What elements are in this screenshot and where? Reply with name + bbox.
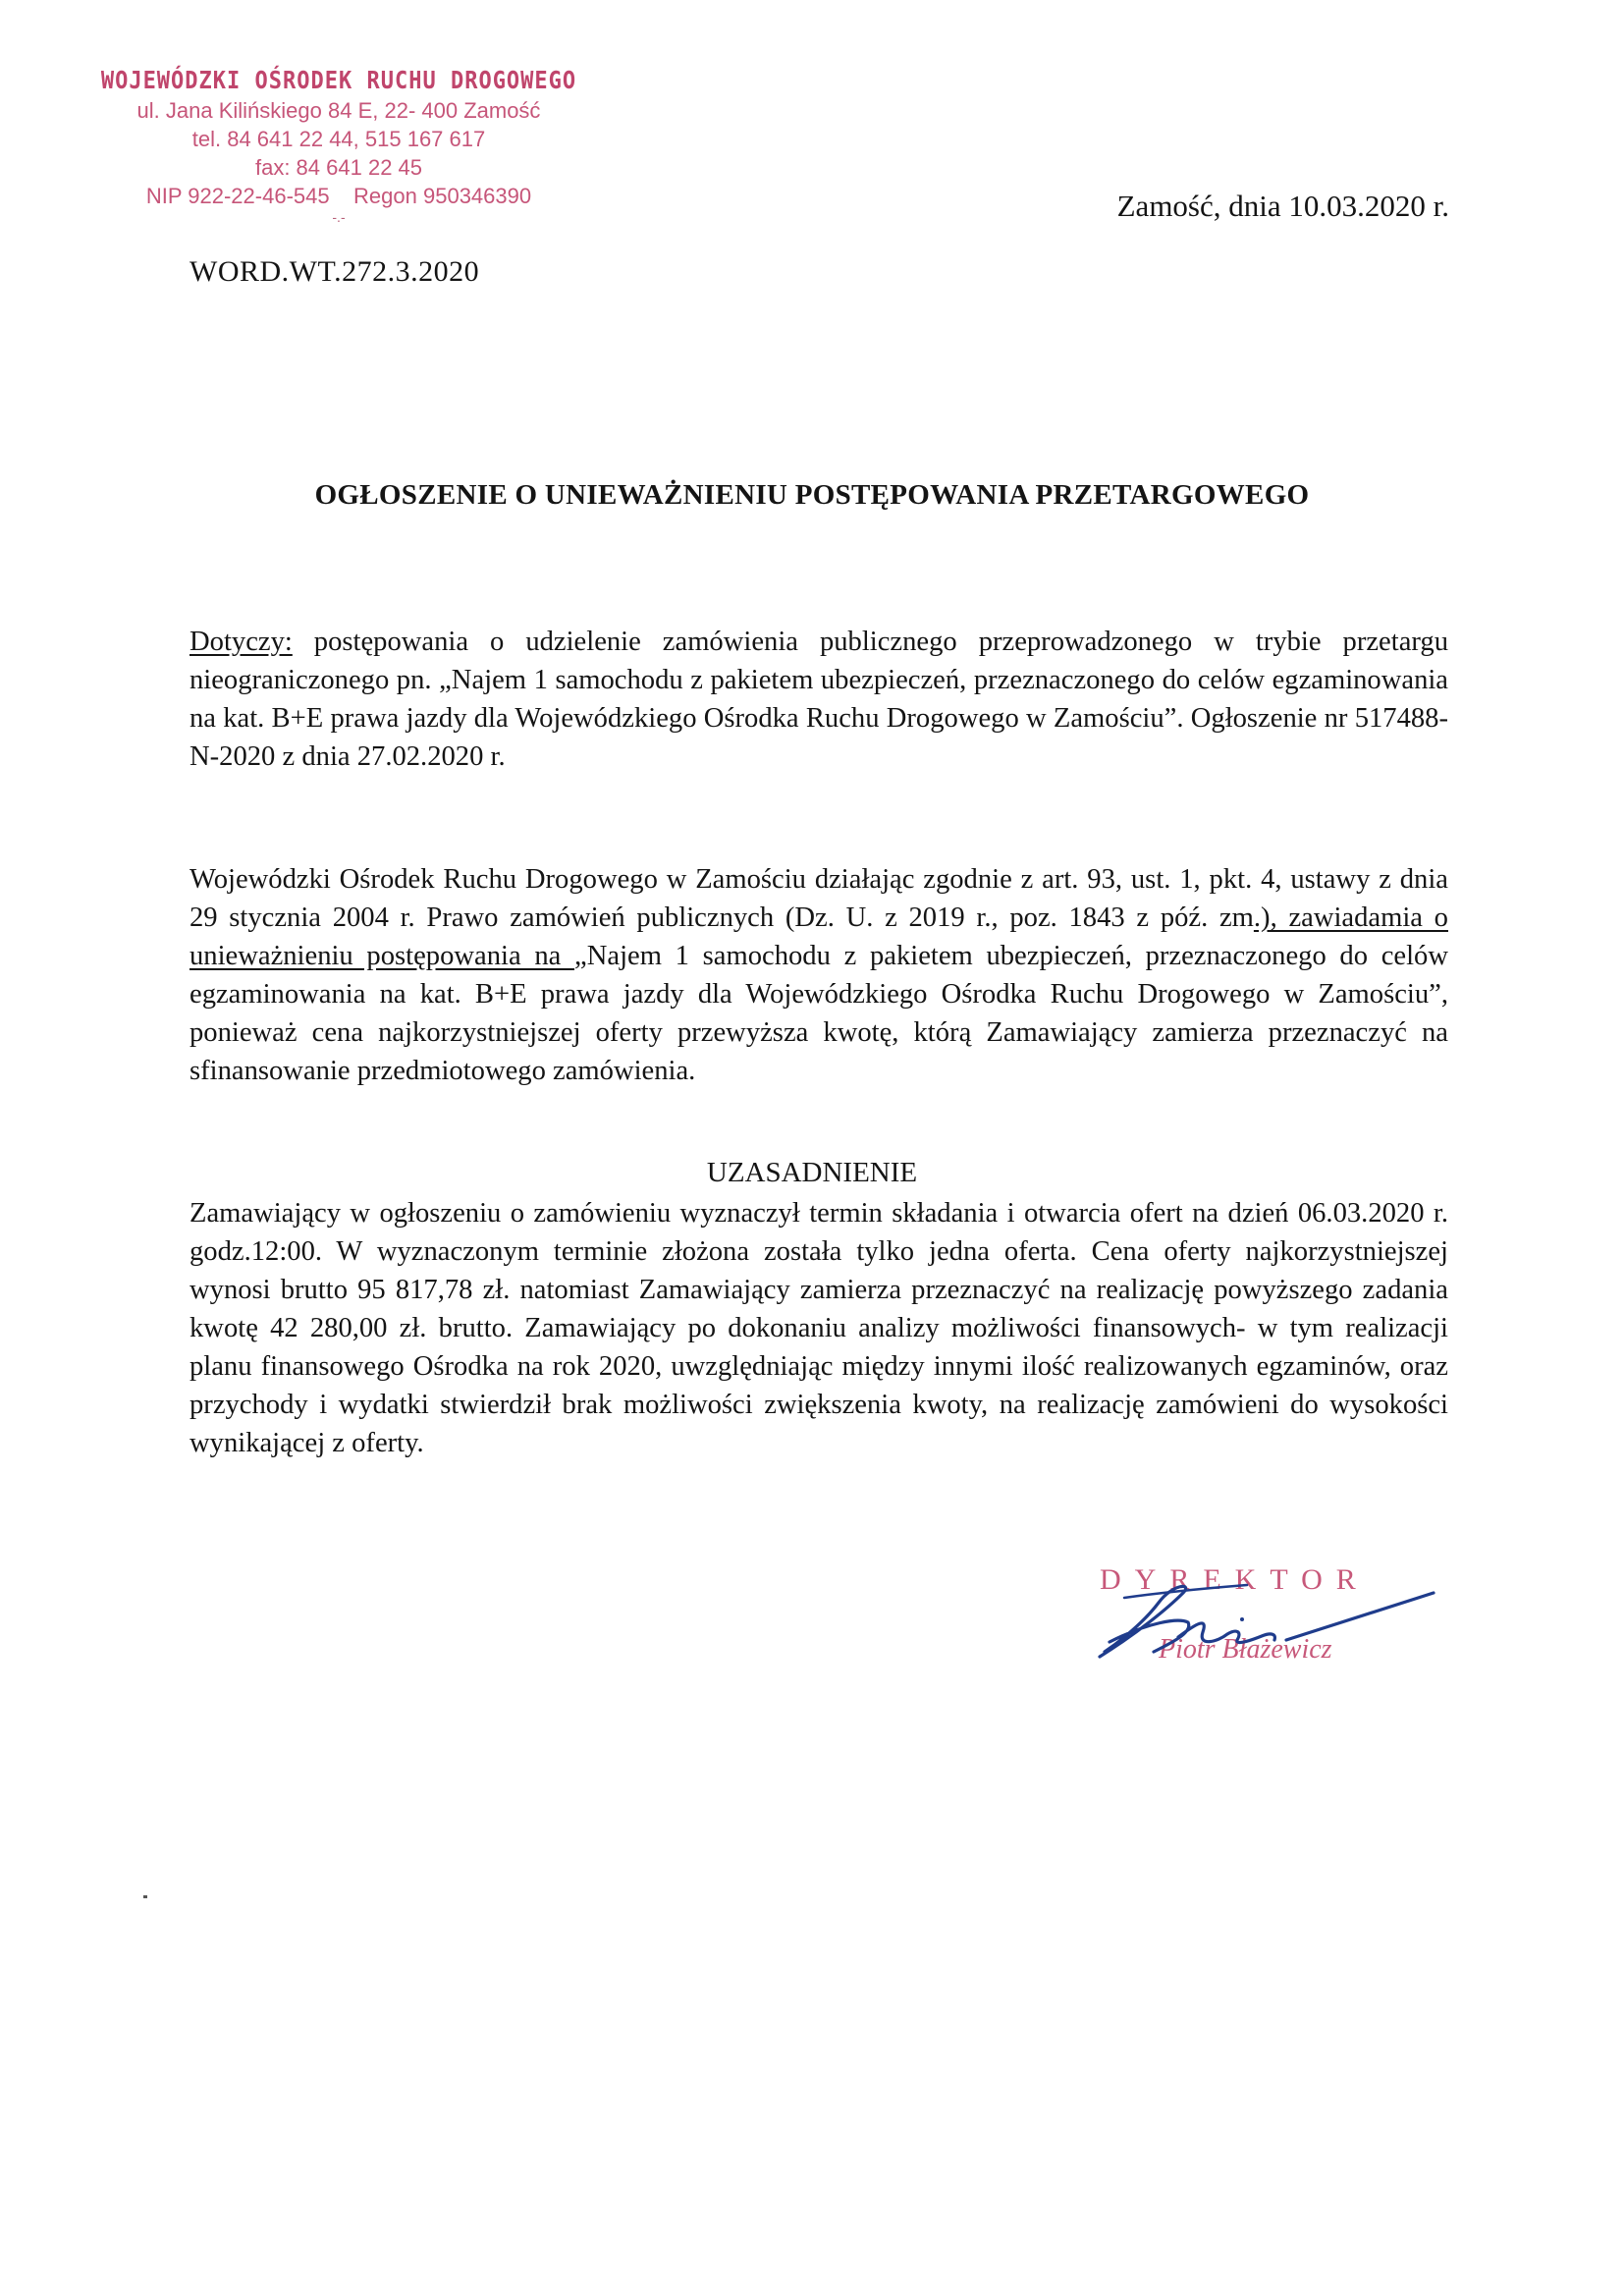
place-and-date: Zamość, dnia 10.03.2020 r.: [1116, 189, 1449, 223]
decision-text-1: Wojewódzki Ośrodek Ruchu Drogowego w Zamościu działając zgodnie z art. 93, ust. 1, pkt. 4, ustawy z dnia 29 stycznia 2004 r. Prawo zamówień publicznych (Dz. U. z 2019 r., poz. 1843 z póź. zm: [189, 864, 1448, 933]
decision-underlined-text: .), zawiadamia o unieważnieniu postępowania na: [189, 902, 1448, 971]
director-signature-block: [1080, 1563, 1453, 1691]
decision-paragraph: [189, 860, 1448, 1090]
justification-paragraph: Zamawiający w ogłoszeniu o zamówieniu wyznaczył termin składania i otwarcia ofert na dzień 06.03.2020 r. godz.12:00. W wyznaczonym terminie złożona została tylko jedna oferta. Cena oferty najkorzystniejszej wynosi brutto 95 817,78 zł. natomiast Zamawiający zamierza przeznaczyć na realizację powyższego zadania kwotę 42 280,00 zł. brutto. Zamawiający po dokonaniu analizy możliwości finansowych- w tym realizacji planu finansowego Ośrodka na rok 2020, uwzględniając między innymi ilość realizowanych egzaminów, oraz przychody i wydatki stwierdził brak możliwości zwiększenia kwoty, na realizację zamówieni do wysokości wynikającej z oferty.: [189, 1198, 1448, 1458]
subject-label: Dotyczy:: [189, 627, 293, 657]
scan-speck: [143, 1895, 147, 1898]
stamp-phone: tel. 84 641 22 44, 515 167 617: [191, 127, 486, 151]
subject-paragraph: [189, 623, 1448, 776]
decision-text-2: „Najem 1 samochodu z pakietem ubezpieczeń, przeznaczonego do celów egzaminowania na kat. B+E prawa jazdy dla Wojewódzkiego Ośrodka Ruchu Drogowego w Zamościu”, ponieważ cena najkorzystniejszej oferty przewyższa kwotę, którą Zamawiający zamierza przeznaczyć na sfinansowanie przedmiotowego zamówienia.: [189, 941, 1448, 1086]
stamp-institution-name: WOJEWÓDZKI OŚRODEK RUCHU DROGOWEGO: [100, 67, 577, 95]
document-title: OGŁOSZENIE O UNIEWAŻNIENIU POSTĘPOWANIA PRZETARGOWEGO: [314, 479, 1310, 511]
reference-number: WORD.WT.272.3.2020: [189, 255, 480, 288]
office-stamp: [98, 67, 579, 224]
stamp-tax-ids: NIP 922-22-46-545 Regon 950346390: [145, 184, 532, 208]
stamp-address: ul. Jana Kilińskiego 84 E, 22- 400 Zamość: [136, 98, 541, 123]
stamp-fax: fax: 84 641 22 45: [254, 155, 423, 180]
justification-heading: UZASADNIENIE: [706, 1157, 918, 1188]
signature-role: DYREKTOR: [1100, 1563, 1370, 1596]
stamp-mark: -.-: [332, 209, 346, 225]
handwritten-signature-icon: [1080, 1563, 1453, 1691]
signature-name: Piotr Błażewicz: [1159, 1634, 1332, 1665]
subject-text: postępowania o udzielenie zamówienia publicznego przeprowadzonego w trybie przetargu nieograniczonego pn. „Najem 1 samochodu z pakietem ubezpieczeń, przeznaczonego do celów egzaminowania na kat. B+E prawa jazdy dla Wojewódzkiego Ośrodka Ruchu Drogowego w Zamościu”. Ogłoszenie nr 517488-N-2020 z dnia 27.02.2020 r.: [189, 627, 1448, 772]
